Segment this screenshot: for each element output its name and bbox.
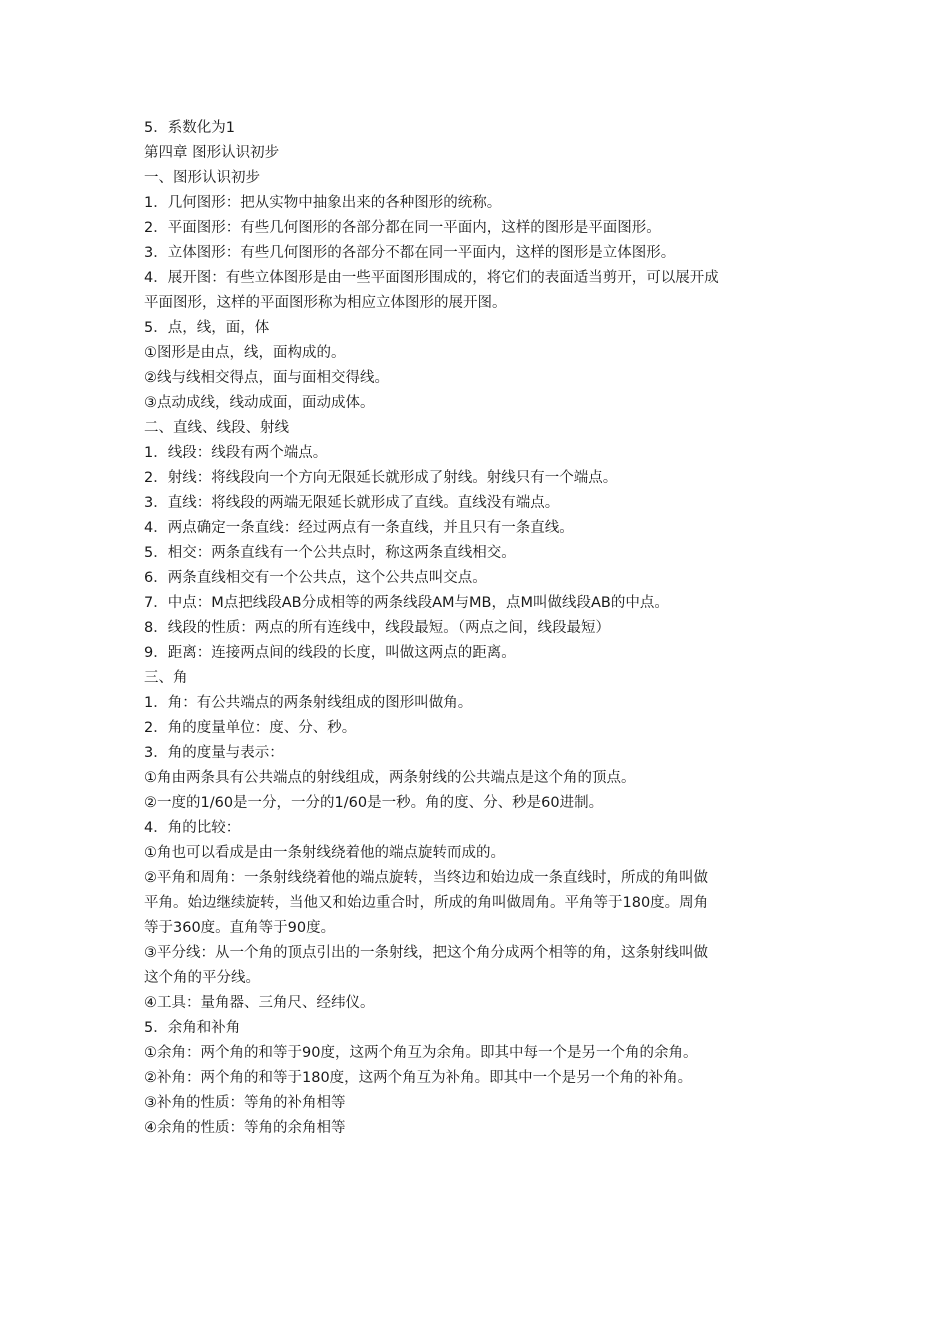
list-item: 1．几何图形：把从实物中抽象出来的各种图形的统称。 — [144, 195, 502, 211]
section-heading-1: 一、图形认识初步 — [144, 170, 260, 186]
list-item: 2．角的度量单位：度、分、秒。 — [144, 720, 357, 736]
text-line: ③平分线：从一个角的顶点引出的一条射线，把这个角分成两个相等的角，这条射线叫做 — [144, 945, 708, 961]
text-line: 4．展开图：有些立体图形是由一些平面图形围成的，将它们的表面适当剪开，可以展开成 — [144, 270, 719, 286]
list-item: 4．角的比较： — [144, 820, 241, 836]
sub-item: ③点动成线，线动成面，面动成体。 — [144, 395, 375, 411]
list-item: 4．两点确定一条直线：经过两点有一条直线，并且只有一条直线。 — [144, 520, 574, 536]
list-item: 3．直线：将线段的两端无限延长就形成了直线。直线没有端点。 — [144, 495, 560, 511]
sub-item: ②补角：两个角的和等于180度，这两个角互为补角。即其中一个是另一个角的补角。 — [144, 1070, 693, 1086]
sub-item: ④工具：量角器、三角尺、经纬仪。 — [144, 995, 375, 1011]
list-item: 5．余角和补角 — [144, 1020, 241, 1036]
list-item: 5．点，线，面，体 — [144, 320, 270, 336]
text-line: 这个角的平分线。 — [144, 970, 260, 986]
text-line: 平角。始边继续旋转，当他又和始边重合时，所成的角叫做周角。平角等于180度。周角 — [144, 895, 709, 911]
sub-item: ②线与线相交得点，面与面相交得线。 — [144, 370, 389, 386]
text-line: 等于360度。直角等于90度。 — [144, 920, 336, 936]
list-item: 3．立体图形：有些几何图形的各部分不都在同一平面内，这样的图形是立体图形。 — [144, 245, 676, 261]
sub-item: ①角也可以看成是由一条射线绕着他的端点旋转而成的。 — [144, 845, 505, 861]
list-item: 5．相交：两条直线有一个公共点时，称这两条直线相交。 — [144, 545, 516, 561]
list-item: 9．距离：连接两点间的线段的长度，叫做这两点的距离。 — [144, 645, 516, 661]
list-item: 8．线段的性质：两点的所有连线中，线段最短。（两点之间，线段最短） — [144, 620, 610, 636]
sub-item-bisector — [144, 941, 814, 991]
list-item: 6．两条直线相交有一个公共点，这个公共点叫交点。 — [144, 570, 487, 586]
list-item: 1．线段：线段有两个端点。 — [144, 445, 328, 461]
text-line: 平面图形，这样的平面图形称为相应立体图形的展开图。 — [144, 295, 507, 311]
list-item: 3．角的度量与表示： — [144, 745, 284, 761]
sub-item: ①余角：两个角的和等于90度，这两个角互为余角。即其中每一个是另一个角的余角。 — [144, 1045, 698, 1061]
section-heading-2: 二、直线、线段、射线 — [144, 420, 289, 436]
list-item: 2．平面图形：有些几何图形的各部分都在同一平面内，这样的图形是平面图形。 — [144, 220, 661, 236]
sub-item: ④余角的性质：等角的余角相等 — [144, 1120, 346, 1136]
list-item: 1．角：有公共端点的两条射线组成的图形叫做角。 — [144, 695, 473, 711]
list-item: 7．中点：M点把线段AB分成相等的两条线段AM与MB，点M叫做线段AB的中点。 — [144, 595, 669, 611]
sub-item: ③补角的性质：等角的补角相等 — [144, 1095, 346, 1111]
sub-item-straight-angle — [144, 866, 814, 941]
sub-item: ②一度的1/60是一分，一分的1/60是一秒。角的度、分、秒是60进制。 — [144, 795, 604, 811]
sub-item: ①图形是由点，线，面构成的。 — [144, 345, 346, 361]
list-item-net — [144, 266, 814, 316]
list-item-coefficient: 5．系数化为1 — [144, 120, 235, 136]
section-heading-3: 三、角 — [144, 670, 188, 686]
list-item: 2．射线：将线段向一个方向无限延长就形成了射线。射线只有一个端点。 — [144, 470, 618, 486]
sub-item: ①角由两条具有公共端点的射线组成，两条射线的公共端点是这个角的顶点。 — [144, 770, 636, 786]
text-line: ②平角和周角：一条射线绕着他的端点旋转，当终边和始边成一条直线时，所成的角叫做 — [144, 870, 708, 886]
chapter-title: 第四章 图形认识初步 — [144, 145, 280, 161]
document-page — [144, 116, 814, 1141]
